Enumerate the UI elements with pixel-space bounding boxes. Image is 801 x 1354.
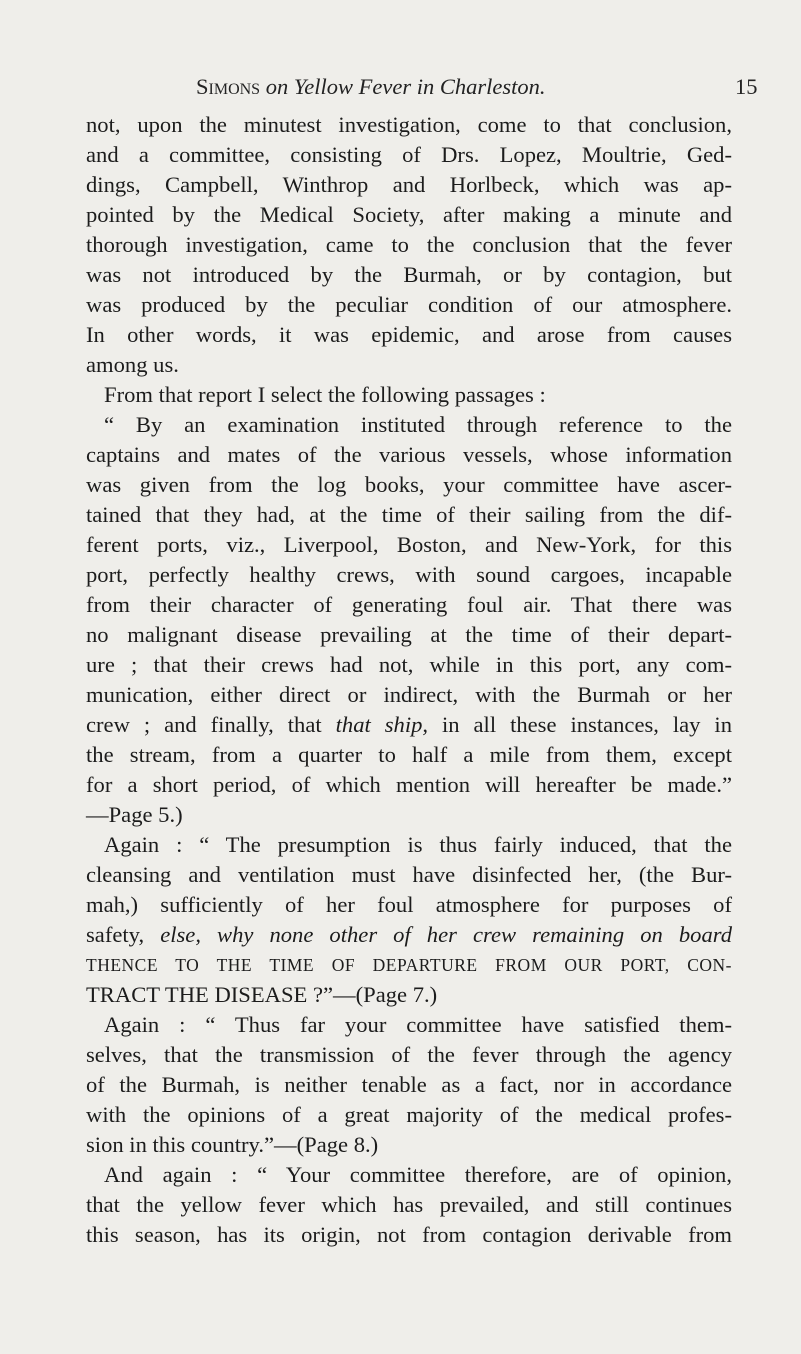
text-line: with the opinions of a great majority of the medical profes- bbox=[86, 1102, 732, 1127]
text-line-small-caps: THENCE TO THE TIME OF DEPARTURE FROM OUR PORT, CON- bbox=[86, 955, 732, 975]
text-line: thorough investigation, came to the conclusion that the fever bbox=[86, 232, 732, 257]
running-head-author: Simons bbox=[196, 74, 261, 99]
text-line: dings, Campbell, Winthrop and Horlbeck, which was ap- bbox=[86, 172, 732, 197]
text-line: this season, has its origin, not from contagion derivable from bbox=[86, 1222, 732, 1247]
running-head bbox=[196, 72, 716, 102]
text-line: TRACT THE DISEASE ?”—(Page 7.) bbox=[86, 982, 438, 1007]
text-line: From that report I select the following passages : bbox=[104, 382, 546, 407]
text-line: from their character of generating foul air. That there was bbox=[86, 592, 732, 617]
text-line: of the Burmah, is neither tenable as a fact, nor in accordance bbox=[86, 1072, 732, 1097]
running-head-title: Yellow Fever in Charleston. bbox=[293, 74, 546, 99]
text-line: captains and mates of the various vessels, whose information bbox=[86, 442, 732, 467]
text-line: selves, that the transmission of the fever through the agency bbox=[86, 1042, 732, 1067]
text-line: pointed by the Medical Society, after making a minute and bbox=[86, 202, 732, 227]
text-line: Again : “ Thus far your committee have satisfied them- bbox=[104, 1012, 732, 1037]
text-line: cleansing and ventilation must have disinfected her, (the Bur- bbox=[86, 862, 732, 887]
text-line: ure ; that their crews had not, while in this port, any com- bbox=[86, 652, 732, 677]
text-line: In other words, it was epidemic, and arose from causes bbox=[86, 322, 732, 347]
text-line bbox=[86, 920, 732, 950]
text-line: not, upon the minutest investigation, come to that conclusion, bbox=[86, 112, 732, 137]
text-line: no malignant disease prevailing at the time of their depart- bbox=[86, 622, 732, 647]
text-line: that the yellow fever which has prevailed, and still continues bbox=[86, 1192, 732, 1217]
text-line: mah,) sufficiently of her foul atmosphere for purposes of bbox=[86, 892, 732, 917]
text-segment: safety, bbox=[86, 922, 161, 947]
text-line: was not introduced by the Burmah, or by contagion, but bbox=[86, 262, 732, 287]
text-line: port, perfectly healthy crews, with sound cargoes, incapable bbox=[86, 562, 732, 587]
text-line: was produced by the peculiar condition of our atmosphere. bbox=[86, 292, 732, 317]
text-line: among us. bbox=[86, 352, 179, 377]
text-line: the stream, from a quarter to half a mile from them, except bbox=[86, 742, 732, 767]
text-line: —Page 5.) bbox=[86, 802, 183, 827]
text-line: Again : “ The presumption is thus fairly induced, that the bbox=[104, 832, 732, 857]
running-head-on: on bbox=[265, 74, 289, 99]
text-segment: crew ; and finally, that bbox=[86, 712, 336, 737]
text-line: was given from the log books, your committee have ascer- bbox=[86, 472, 732, 497]
text-segment: in all these instances, lay in bbox=[428, 712, 733, 737]
text-line: “ By an examination instituted through reference to the bbox=[104, 412, 732, 437]
text-line bbox=[86, 710, 732, 740]
text-line: ferent ports, viz., Liverpool, Boston, and New-York, for this bbox=[86, 532, 732, 557]
text-line: and a committee, consisting of Drs. Lopez, Moultrie, Ged- bbox=[86, 142, 732, 167]
text-line: And again : “ Your committee therefore, are of opinion, bbox=[104, 1162, 732, 1187]
italic-emphasis: else, why none other of her crew remaining on board bbox=[160, 922, 732, 947]
italic-emphasis: that ship, bbox=[335, 712, 429, 737]
page-number: 15 bbox=[735, 74, 758, 99]
text-line: tained that they had, at the time of their sailing from the dif- bbox=[86, 502, 732, 527]
text-line: sion in this country.”—(Page 8.) bbox=[86, 1132, 379, 1157]
text-line: munication, either direct or indirect, with the Burmah or her bbox=[86, 682, 732, 707]
text-line: for a short period, of which mention will hereafter be made.” bbox=[86, 772, 732, 797]
